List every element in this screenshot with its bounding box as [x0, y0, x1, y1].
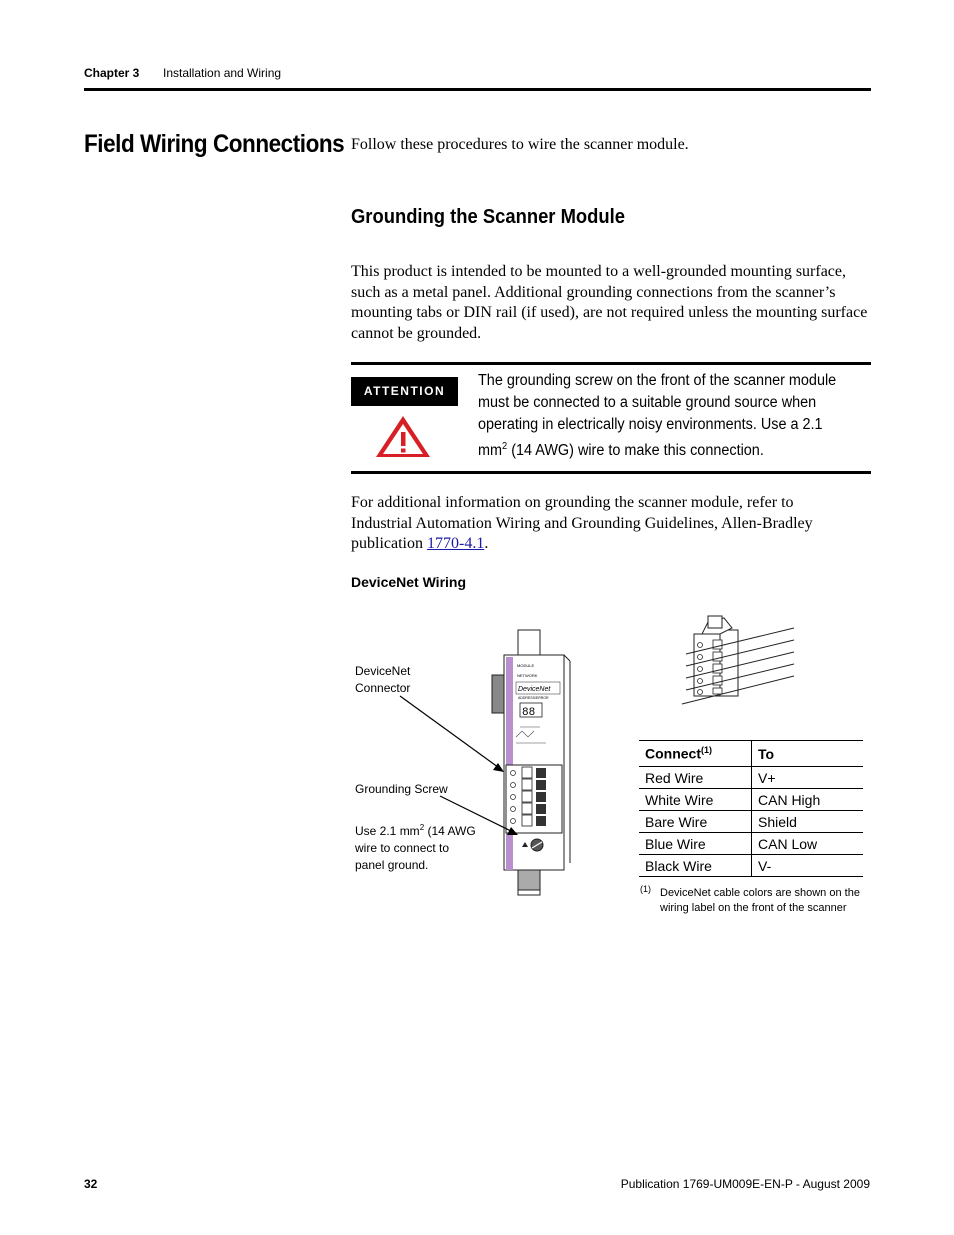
connector-plug-illustration [680, 612, 800, 712]
network-label: NETWORK [517, 673, 538, 678]
cell-to: CAN Low [752, 833, 864, 855]
header-rule [84, 88, 871, 91]
wire-note-line3: panel ground. [355, 858, 429, 872]
cell-to: Shield [752, 811, 864, 833]
address-error-label: ADDRESS/ERROR [518, 696, 549, 700]
wire-note-line2: wire to connect to [355, 841, 450, 855]
table-row [639, 767, 863, 789]
address-display: 88 [522, 707, 536, 719]
page-number: 32 [84, 1177, 98, 1191]
table-row [639, 811, 863, 833]
chapter-label: Chapter 3 [84, 66, 140, 80]
reference-paragraph [351, 493, 851, 555]
grounding-paragraph: This product is intended to be mounted to a well-grounded mounting surface, such as a metal panel. Additional grounding connections from the scanner’s mounting tabs or DIN rail (if used), are not required unless the mounting surface cannot be grounded. [351, 263, 868, 342]
wire-note-superscript: 2 [419, 823, 425, 832]
cell-connect: Black Wire [639, 855, 752, 877]
intro-text: Follow these procedures to wire the scanner module. [351, 136, 689, 153]
cell-connect: White Wire [639, 789, 752, 811]
attention-top-rule [351, 362, 871, 365]
grounding-screw-label: Grounding Screw [355, 782, 448, 796]
connector-label-line2: Connector [355, 681, 411, 695]
attention-superscript: 2 [502, 441, 508, 452]
footnote-text: DeviceNet cable colors are shown on the wiring label on the front of the scanner [660, 887, 860, 914]
cell-to: CAN High [752, 789, 864, 811]
cell-connect: Blue Wire [639, 833, 752, 855]
reference-period: . [484, 535, 489, 552]
attention-text [478, 370, 845, 462]
subheading: Grounding the Scanner Module [351, 206, 625, 228]
attention-text-end: (14 AWG) wire to make this connection. [507, 442, 764, 460]
col-connect-label: Connect [645, 745, 701, 762]
table-row [639, 789, 863, 811]
col-to-header: To [752, 741, 864, 767]
attention-text-main: The grounding screw on the front of the scanner module must be connected to a suitable ground source when operating in electrically noisy environments. Use a 2.1 mm [478, 372, 837, 460]
attention-label: ATTENTION [351, 377, 458, 406]
figure-title: DeviceNet Wiring [351, 574, 467, 590]
table-header-row [639, 741, 863, 767]
module-label: MODULE [517, 663, 535, 668]
wiring-table [639, 740, 863, 877]
section-label: Installation and Wiring [163, 66, 282, 80]
col-connect-footnote-ref: (1) [701, 745, 712, 756]
warning-triangle-icon [374, 414, 432, 459]
table-row [639, 833, 863, 855]
publication-id: Publication 1769-UM009E-EN-P - August 2009 [620, 1177, 870, 1191]
pointer-arrows [380, 690, 540, 840]
attention-bottom-rule [351, 471, 871, 474]
connector-label-line1: DeviceNet [355, 664, 411, 678]
devicenet-brand: DeviceNet [518, 686, 551, 693]
cell-connect: Red Wire [639, 767, 752, 789]
cell-connect: Bare Wire [639, 811, 752, 833]
reference-text: For additional information on grounding the scanner module, refer to Industrial Automation Wiring and Grounding Guidelines, Allen-Bradley publication [351, 494, 813, 552]
table-row [639, 855, 863, 877]
wire-note-text: Use 2.1 mm [355, 824, 420, 838]
page-title: Field Wiring Connections [84, 130, 345, 158]
cell-to: V- [752, 855, 864, 877]
col-connect-header [639, 741, 752, 767]
footnote-mark: (1) [640, 884, 651, 894]
wire-note-awg: (14 AWG [424, 824, 476, 838]
cell-to: V+ [752, 767, 864, 789]
publication-link[interactable]: 1770-4.1 [426, 535, 485, 552]
